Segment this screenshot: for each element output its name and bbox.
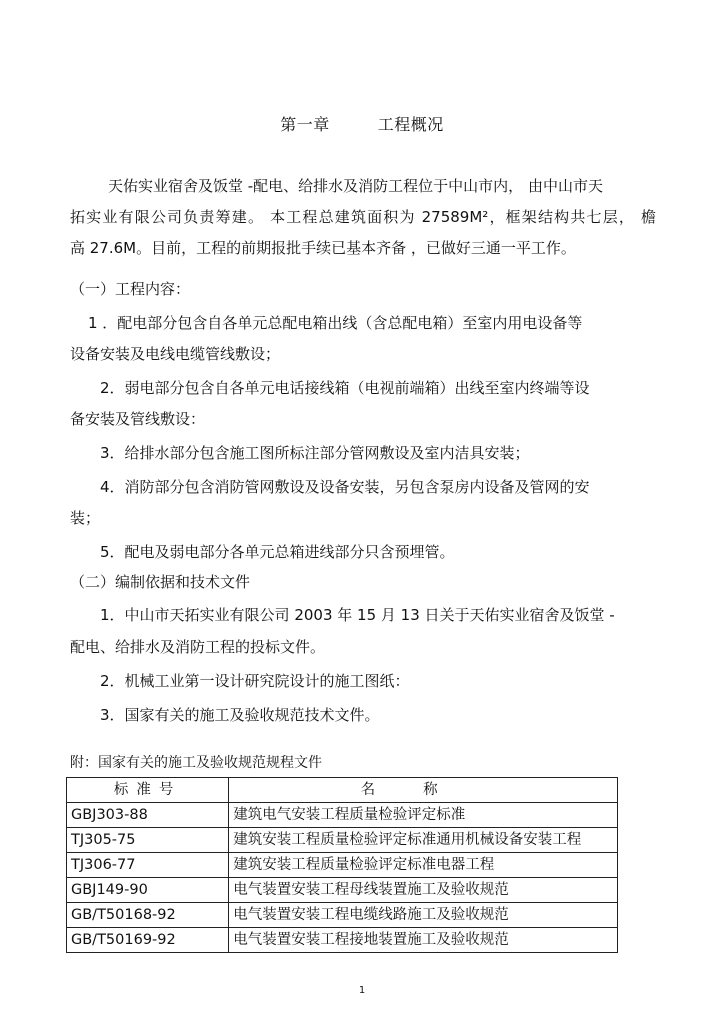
section1-item-2-line-1: 2．弱电部分包含自各单元电话接线箱（电视前端箱）出线至室内终端等设 <box>100 379 590 397</box>
standard-name: 建筑安装工程质量检验评定标准电器工程 <box>229 853 618 878</box>
table-row <box>67 803 618 828</box>
section2-item-1-line-1: 1．中山市天拓实业有限公司 2003 年 15 月 13 日关于天佑实业宿舍及饭堂 - <box>100 606 615 624</box>
table-row <box>67 903 618 928</box>
table-row <box>67 878 618 903</box>
standard-code: TJ306-77 <box>67 853 229 878</box>
standard-code: GB/T50169-92 <box>67 928 229 953</box>
page-number: 1 <box>358 985 366 996</box>
section1-item-1-line-2: 设备安装及电线电缆管线敷设； <box>70 345 281 363</box>
section1-heading: （一）工程内容： <box>70 280 191 298</box>
standard-name: 电气装置安装工程接地装置施工及验收规范 <box>229 928 618 953</box>
standard-name: 建筑电气安装工程质量检验评定标准 <box>229 803 618 828</box>
section1-item-2-line-2: 备安装及管线敷设： <box>70 410 206 428</box>
table-row <box>67 853 618 878</box>
header-name: 名称 <box>229 778 618 803</box>
standard-code: GBJ303-88 <box>67 803 229 828</box>
intro-line-3: 高 27.6M。目前，工程的前期报批手续已基本齐备 ，已做好三通一平工作。 <box>70 239 576 257</box>
standard-name: 建筑安装工程质量检验评定标准通用机械设备安装工程 <box>229 828 618 853</box>
intro-line-1: 天佑实业宿舍及饭堂 -配电、给排水及消防工程位于中山市内， 由中山市天 <box>108 177 603 195</box>
section2-heading: （二）编制依据和技术文件 <box>70 573 251 591</box>
section1-item-4-line-1: 4．消防部分包含消防管网敷设及设备安装，另包含泵房内设备及管网的安 <box>100 478 590 496</box>
section1-item-4-line-2: 装； <box>70 509 101 527</box>
standard-code: GB/T50168-92 <box>67 903 229 928</box>
table-row <box>67 928 618 953</box>
chapter-title <box>0 112 724 135</box>
standard-name: 电气装置安装工程电缆线路施工及验收规范 <box>229 903 618 928</box>
section1-item-5: 5．配电及弱电部分各单元总箱进线部分只含预埋管。 <box>100 543 455 561</box>
section1-item-1-line-1: 1 ．配电部分包含自各单元总配电箱出线（含总配电箱）至室内用电设备等 <box>88 314 583 332</box>
chapter-heading: 工程概况 <box>377 115 444 134</box>
section2-item-3: 3．国家有关的施工及验收规范技术文件。 <box>100 706 380 724</box>
header-standard-no: 标准号 <box>67 778 229 803</box>
standard-name: 电气装置安装工程母线装置施工及验收规范 <box>229 878 618 903</box>
standard-code: GBJ149-90 <box>67 878 229 903</box>
section2-item-1-line-2: 配电、给排水及消防工程的投标文件。 <box>70 638 326 656</box>
chapter-number: 第一章 <box>280 115 330 134</box>
intro-line-2: 拓实业有限公司负责筹建。 本工程总建筑面积为 27589M²，框架结构共七层， 檐 <box>70 208 656 226</box>
standards-table <box>66 777 618 953</box>
standard-code: TJ305-75 <box>67 828 229 853</box>
table-row <box>67 828 618 853</box>
section2-item-2: 2．机械工业第一设计研究院设计的施工图纸： <box>100 672 410 690</box>
appendix-note: 附：国家有关的施工及验收规范规程文件 <box>70 755 322 771</box>
section1-item-3: 3．给排水部分包含施工图所标注部分管网敷设及室内洁具安装； <box>100 444 530 462</box>
table-header-row <box>67 778 618 803</box>
